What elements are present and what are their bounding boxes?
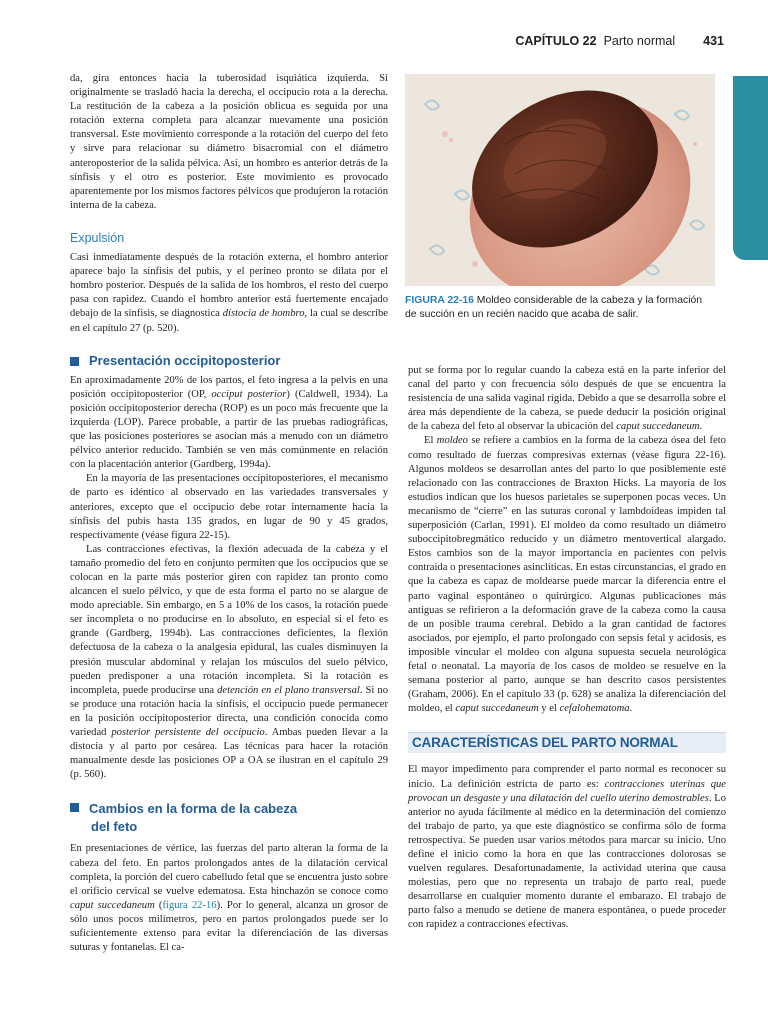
heading-square-icon xyxy=(70,357,79,366)
figure-link[interactable]: figura 22-16 xyxy=(162,899,217,911)
heading-square-icon xyxy=(70,803,79,812)
paragraph-moldeo: El moldeo se refiere a cambios en la forma de la cabeza ósea del feto como resultado de fuerzas compresivas externas (véase figura 22-16). Algunos moldeos se desarrollan antes del parto lo que posiblemente esté relacionado con las contracciones de Braxton Hicks. La mayoría de los estudios indican que los huesos parietales se superponen pocas veces. Un mecanismo de “cierre” en las suturas coronal y lambdoideas impiden tal superposición (Carlan, 1991). El moldeo da como resultado un diámetro suboccipitobregmático reducido y un diámetro mentovertical alargado. Estos cambios son de la mayor importancia en pacientes con pelvis contraída o presentaciones asinclíticas. En estas circunstancias, el grado en que la cabeza es capaz de moldearse puede marcar la diferencia entre el parto vaginal espontáneo o quirúrgico. Algunas publicaciones más antiguas se refirieron a la deformación grave de la cabeza como la causa de un posible trauma cerebral. Debido a la gran cantidad de factores asociados, por ejemplo, el parto prolongado con sepsis fetal y acidosis, es imposible vincular el moldeo con alguna supuesta secuela neurológica fetal o neonatal. La mayoría de los casos de moldeo se resuelve en la semana posterior al parto, aunque se han descrito casos persistentes (Graham, 2006). En el capítulo 33 (p. 628) se analiza la diferenciación del moldeo, el caput succedaneum y el cefalohematoma. xyxy=(408,435,726,715)
page-number: 431 xyxy=(703,34,724,48)
paragraph-cambios: En presentaciones de vértice, las fuerzas del parto alteran la forma de la cabeza del feto. En partos prolongados antes de la dilatación cervical completa, la porción del cuero cabelludo fetal que se encuentra justo sobre el orificio cervical se vuelve edematosa. Esta hinchazón se conoce como caput succedaneum (figura 22-16). Por lo general, alcanza un grosor de sólo unos pocos milímetros, pero en partos prolongados puede ser lo suficientemente extenso para evitar la diferenciación de las diversas suturas y fontanelas. El ca- xyxy=(70,843,389,954)
paragraph-caracteristicas: El mayor impedimento para comprender el parto normal es reconocer su inicio. La definición estricta de parto es: contracciones uterinas que provocan un desgaste y una dilatación del cuello uterino demostrables. Lo anterior no ayuda fácilmente al médico en la determinación del comienzo del trabajo de parto, ya que este diagnóstico se confirma sólo de forma retrospectiva. Se pueden usar varios métodos para marcar su inicio. Uno define el inicio como la hora en que las contracciones dolorosas se vuelven regulares. Desafortunadamente, la actividad uterina que causa molestias, pero que no representa un trabajo de parto real, puede desarrollarse en cualquier momento durante el embarazo. El trabajo de parto falso a menudo se detiene de manera espontánea, o puede proceder con rapidez a contracciones efectivas. xyxy=(408,764,726,931)
paragraph-occipitoposterior-1: En aproximadamente 20% de los partos, el feto ingresa a la pelvis en una posición occipitoposterior (OP, occiput posterior) (Caldwell, 1934). La posición occipitoposterior derecha (ROP) es un poco más frecuente que la izquierda (LOP). Parece probable, a partir de las pruebas radiográficas, que las posiciones posteriores se asocian más a menudo con un diámetro pélvico anterior reducido. También se ven más comúnmente en relación con la placentación anterior (Gardberg, 1994a). xyxy=(70,374,388,471)
section-heading-occipitoposterior: Presentación occipitoposterior xyxy=(70,354,388,368)
subheading-expulsion: Expulsión xyxy=(70,230,125,245)
paragraph-intro: da, gira entonces hacia la tuberosidad isquiática izquierda. Si originalmente se trasladó hacia la derecha, el occipucio rota a la derecha. La restitución de la cabeza a la posición oblicua es seguida por una rotación externa completa para alcanzar nuevamente una posición transversal. Este movimiento corresponde a la rotación del cuerpo del feto y sirve para relacionar su diámetro bisacromial con el diámetro anteroposterior de la salida pélvica. Así, un hombro es anterior detrás de la sínfisis y el otro es posterior. Este movimiento es provocado aparentemente por los mismos factores pélvicos que produjeron la rotación interna de la cabeza. xyxy=(70,73,389,211)
running-header xyxy=(515,34,724,50)
section-heading-cambios: Cambios en la forma de la cabeza del feto xyxy=(70,800,388,836)
paragraph-occipitoposterior-2: En la mayoría de las presentaciones occipitoposteriores, el mecanismo de parto es idéntico al observado en las variedades transversales y anteriores, excepto que el occipucio debe rotar internamente hacia la sínfisis del pubis hasta 135 grados, en lugar de 90 y 45 grados, respectivamente (véase figura 22-15). xyxy=(70,473,388,541)
paragraph-expulsion: Casi inmediatamente después de la rotación externa, el hombro anterior aparece bajo la sínfisis del pubis, y el perineo pronto se dilata por el hombro posterior. Después de la salida de los hombros, el resto del cuerpo pasa con rapidez. Cuando el hombro anterior está fuertemente encajado debajo de la sínfisis, se diagnostica distocia de hombro, la cual se describe en el capítulo 27 (p. 520). xyxy=(70,252,388,334)
newborn-photo-illustration xyxy=(405,74,715,286)
left-column xyxy=(70,72,388,955)
right-column xyxy=(408,364,726,933)
paragraph-caput-continued: put se forma por lo regular cuando la cabeza está en la parte inferior del canal del parto y con frecuencia sólo después de que se encuentra la resistencia de una salida vaginal rígida. Debido a que se desarrolla sobre el área más dependiente de la cabeza, se puede deducir la posición original de la cabeza del feto al observar la ubicación del caput succedaneum. xyxy=(408,365,726,433)
header-chapter: CAPÍTULO 22 xyxy=(515,34,597,48)
paragraph-occipitoposterior-3: Las contracciones efectivas, la flexión adecuada de la cabeza y el tamaño promedio del feto en conjunto permiten que los occipucios que se colocan en la parte más posterior giren con rapidez tan pronto como alcancen el suelo pélvico, y que de esta forma el parto no se alargue de modo apreciable. Sin embargo, en 5 a 10% de los casos, la rotación puede ser incompleta o no producirse en lo absoluto, en especial si el feto es grande (Gardberg, 1994b). Las contracciones deficientes, la flexión defectuosa de la cabeza o la analgesia epidural, las cuales disminuyen la presión muscular abdominal y relajan los músculos del suelo pélvico, pueden predisponer a una rotación incompleta. Si la rotación es incompleta, puede producirse una detención en el plano transversal. Si no se produce una rotación hacia la sínfisis, el occipucio puede permanecer en la posición occipitoposterior directa, una condición conocida como variedad posterior persistente del occipucio. Ambas pueden llevar a la distocia y al parto por cesárea. Las técnicas para hacer la rotación manualmente desde las posiciones OP a OA se ilustran en el capítulo 29 (p. 560). xyxy=(70,543,388,781)
side-tab-label: CAPÍTULO 22 xyxy=(38,88,50,166)
chapter-side-tab xyxy=(733,76,768,260)
major-heading-caracteristicas: CARACTERÍSTICAS DEL PARTO NORMAL xyxy=(408,732,726,753)
figure-label: FIGURA 22-16 xyxy=(405,295,474,306)
figure-caption xyxy=(405,294,715,322)
figure-caption-text: Moldeo considerable de la cabeza y la formación de succión en un recién nacido que acaba de salir. xyxy=(405,295,703,320)
header-title: Parto normal xyxy=(603,34,676,48)
newborn-head-photo xyxy=(405,74,715,286)
